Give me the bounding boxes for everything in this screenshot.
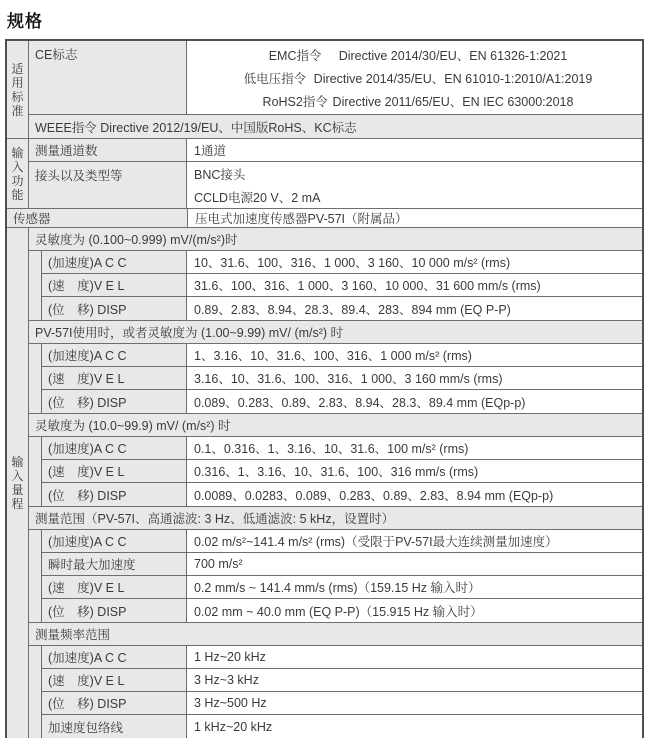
range-group-sens-mid	[29, 321, 642, 414]
weee-value: WEEE指令 Directive 2012/19/EU、中国版RoHS、KC标志	[29, 115, 642, 138]
spec-table	[5, 39, 644, 738]
spec-row	[42, 390, 642, 413]
connector-line: CCLD电源20 V、2 mA	[194, 190, 321, 205]
row-value: 1 Hz~20 kHz	[187, 646, 642, 668]
row-value: 1通道	[187, 139, 642, 161]
row-value	[187, 162, 642, 208]
spec-row	[42, 367, 642, 390]
section-input-function	[7, 139, 642, 209]
spec-row	[42, 251, 642, 274]
spec-row	[42, 715, 642, 738]
spec-row	[42, 530, 642, 553]
range-group-sens-low	[29, 228, 642, 321]
row-label: 加速度包络线	[42, 715, 187, 738]
group-header: 灵敏度为 (0.100~0.999) mV/(m/s²)时	[29, 228, 642, 251]
row-label: (速 度)V E L	[42, 669, 187, 691]
directive-value: Directive 2014/30/EU、EN 61326-1:2021	[338, 48, 568, 63]
section-standards	[7, 41, 642, 139]
indent-strip	[29, 251, 42, 320]
spec-row	[42, 553, 642, 576]
row-label: (速 度)V E L	[42, 367, 187, 389]
spec-row	[42, 274, 642, 297]
range-group-frequency	[29, 623, 642, 738]
row-label: (位 移) DISP	[42, 297, 187, 320]
row-label: (位 移) DISP	[42, 692, 187, 714]
group-header: PV-57I使用时，或者灵敏度为 (1.00~9.99) mV/ (m/s²) 时	[29, 321, 642, 344]
row-label: (加速度)A C C	[42, 646, 187, 668]
section-input-range	[7, 228, 642, 738]
spec-row	[42, 669, 642, 692]
row-label: (加速度)A C C	[42, 437, 187, 459]
spec-row	[42, 692, 642, 715]
spec-row	[42, 576, 642, 599]
vertical-label-input-function: 输入功能	[7, 139, 29, 208]
row-label: (加速度)A C C	[42, 251, 187, 273]
directive-row	[256, 89, 574, 112]
directive-name: EMC指令	[268, 48, 322, 63]
indent-strip	[29, 530, 42, 622]
row-value: 0.316、1、3.16、10、31.6、100、316 mm/s (rms)	[187, 460, 642, 482]
row-value: 3 Hz~500 Hz	[187, 692, 642, 714]
row-value: 1 kHz~20 kHz	[187, 715, 642, 738]
row-label: (速 度)V E L	[42, 460, 187, 482]
row-label: 瞬时最大加速度	[42, 553, 187, 575]
row-value: 0.0089、0.0283、0.089、0.283、0.89、2.83、8.94 mm (EQp-p)	[187, 483, 642, 506]
row-value: 0.02 mm ~ 40.0 mm (EQ P-P)（15.915 Hz 输入时）	[187, 599, 642, 622]
directive-row	[262, 43, 568, 66]
spec-row	[42, 297, 642, 320]
row-label: (位 移) DISP	[42, 390, 187, 413]
row-value: 31.6、100、316、1 000、3 160、10 000、31 600 mm/s (rms)	[187, 274, 642, 296]
sensor-value: 压电式加速度传感器PV-57I（附属品）	[188, 209, 642, 227]
directive-name: RoHS2指令	[262, 94, 328, 109]
group-header: 灵敏度为 (10.0~99.9) mV/ (m/s²) 时	[29, 414, 642, 437]
row-label: 接头以及类型等	[29, 162, 187, 208]
directive-value: Directive 2014/35/EU、EN 61010-1:2010/A1:2019	[313, 71, 593, 86]
spec-row	[42, 646, 642, 669]
range-group-sens-high	[29, 414, 642, 507]
directive-row	[237, 66, 593, 89]
indent-strip	[29, 437, 42, 506]
indent-strip	[29, 646, 42, 738]
row-value: 700 m/s²	[187, 553, 642, 575]
row-value: 10、31.6、100、316、1 000、3 160、10 000 m/s² (rms)	[187, 251, 642, 273]
indent-strip	[29, 344, 42, 413]
row-value: 0.89、2.83、8.94、28.3、89.4、283、894 mm (EQ P-P)	[187, 297, 642, 320]
row-value: 3 Hz~3 kHz	[187, 669, 642, 691]
ce-row	[29, 41, 642, 115]
channels-row	[29, 139, 642, 162]
ce-values	[187, 41, 642, 114]
group-header: 测量范围（PV-57I、高通滤波: 3 Hz、低通滤波: 5 kHz，设置时）	[29, 507, 642, 530]
row-label: (位 移) DISP	[42, 599, 187, 622]
directive-value: Directive 2011/65/EU、EN IEC 63000:2018	[332, 94, 574, 109]
section-sensor	[7, 209, 642, 228]
row-label: (速 度)V E L	[42, 274, 187, 296]
spec-row	[42, 460, 642, 483]
row-value: 0.089、0.283、0.89、2.83、8.94、28.3、89.4 mm (EQp-p)	[187, 390, 642, 413]
row-value: 1、3.16、10、31.6、100、316、1 000 m/s² (rms)	[187, 344, 642, 366]
spec-row	[42, 437, 642, 460]
row-label: (速 度)V E L	[42, 576, 187, 598]
row-value: 0.1、0.316、1、3.16、10、31.6、100 m/s² (rms)	[187, 437, 642, 459]
range-group-measure-range	[29, 507, 642, 623]
row-value: 0.2 mm/s ~ 141.4 mm/s (rms)（159.15 Hz 输入时）	[187, 576, 642, 598]
connector-line: BNC接头	[194, 167, 246, 182]
weee-row	[29, 115, 642, 138]
row-label: (加速度)A C C	[42, 530, 187, 552]
page-title: 规格	[7, 12, 43, 31]
vertical-label-input-range: 输入量程	[7, 228, 29, 738]
row-label: (加速度)A C C	[42, 344, 187, 366]
spec-row	[42, 344, 642, 367]
row-label: 测量通道数	[29, 139, 187, 161]
group-header: 测量频率范围	[29, 623, 642, 646]
spec-row	[42, 483, 642, 506]
row-value: 0.02 m/s²~141.4 m/s² (rms)（受限于PV-57I最大连续测量加速度）	[187, 530, 642, 552]
connector-row	[29, 162, 642, 208]
row-value: 3.16、10、31.6、100、316、1 000、3 160 mm/s (rms)	[187, 367, 642, 389]
spec-row	[42, 599, 642, 622]
directive-name: 低电压指令	[243, 71, 307, 86]
row-label: (位 移) DISP	[42, 483, 187, 506]
sensor-label: 传感器	[7, 209, 188, 227]
vertical-label-standards: 适用标准	[7, 41, 29, 138]
ce-label: CE标志	[29, 41, 187, 114]
